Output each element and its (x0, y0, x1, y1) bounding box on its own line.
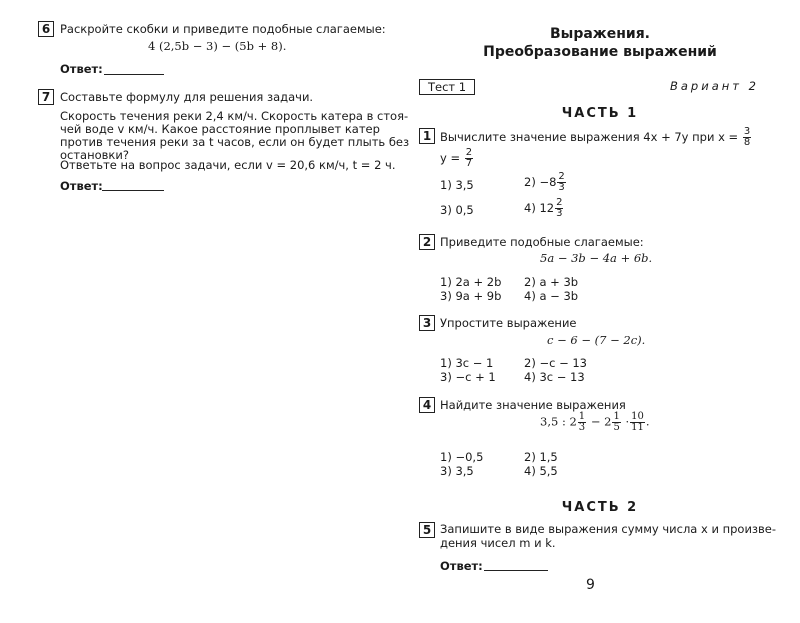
question-5-line1: Запишите в виде выражения сумму числа x и произве- (440, 522, 777, 536)
q4-expr-c: · (625, 414, 630, 429)
test-label: Тест 1 (419, 79, 475, 95)
question-5-answer-label: Ответ: (440, 559, 483, 573)
question-4-number: 4 (419, 397, 435, 413)
x-denominator: 8 (743, 137, 751, 148)
part-1-heading: ЧАСТЬ 1 (561, 106, 639, 121)
variant-label: Вариант 2 (670, 79, 759, 93)
question-3-expression: c − 6 − (7 − 2c). (547, 333, 646, 347)
question-5-answer-line[interactable] (484, 570, 548, 571)
q4-f2-numerator: 1 (613, 411, 620, 422)
question-1-y (440, 148, 474, 169)
question-1-text (440, 127, 752, 148)
question-3-number: 3 (419, 315, 435, 331)
question-3-text: Упростите выражение (440, 316, 577, 330)
question-6-text: Раскройте скобки и приведите подобные слагаемые: (60, 22, 386, 36)
question-6-number: 6 (38, 21, 54, 37)
question-7-line3: против течения реки за t часов, если он будет плыть без (60, 135, 410, 149)
q1-option-4-text: 4) 12 (524, 201, 555, 215)
q4-option-4[interactable]: 4) 5,5 (524, 464, 558, 478)
page-title-line1: Выражения. (549, 26, 651, 42)
question-4-expression (540, 412, 650, 433)
right-page (400, 0, 800, 623)
q4-f2-denominator: 5 (613, 422, 620, 433)
q3-option-3[interactable]: 3) −c + 1 (440, 370, 496, 384)
question-6-answer-label: Ответ: (60, 62, 103, 76)
q4-option-2[interactable]: 2) 1,5 (524, 450, 558, 464)
question-6-answer-line[interactable] (104, 74, 164, 75)
q1-option-2-numerator: 2 (558, 171, 565, 182)
page-title-line2: Преобразование выражений (483, 44, 717, 60)
question-1-number: 1 (419, 128, 435, 144)
q4-option-1[interactable]: 1) −0,5 (440, 450, 484, 464)
question-5-number: 5 (419, 522, 435, 538)
question-7-line2: чей воде v км/ч. Какое расстояние проплывет катер (60, 122, 380, 136)
x-fraction (743, 127, 751, 148)
question-1-text-a: Вычислите значение выражения 4x + 7y при x = (440, 130, 739, 144)
question-7-answer-line[interactable] (102, 190, 164, 191)
q2-option-1[interactable]: 1) 2a + 2b (440, 275, 502, 289)
part-2-heading: ЧАСТЬ 2 (561, 500, 639, 515)
question-7-text: Составьте формулу для решения задачи. (60, 90, 314, 104)
question-2-number: 2 (419, 234, 435, 250)
q1-option-4[interactable] (524, 198, 564, 219)
q1-option-4-numerator: 2 (556, 197, 563, 208)
q4-f1-denominator: 3 (578, 422, 586, 433)
question-7-line5: Ответьте на вопрос задачи, если v = 20,6 км/ч, t = 2 ч. (60, 158, 396, 172)
q4-expr-a: 3,5 : 2 (540, 414, 577, 429)
question-4-text: Найдите значение выражения (440, 398, 626, 412)
q2-option-2[interactable]: 2) a + 3b (524, 275, 579, 289)
y-numerator: 2 (465, 147, 473, 158)
question-1-text-b: y = (440, 151, 461, 165)
x-numerator: 3 (743, 126, 751, 137)
q3-option-4[interactable]: 4) 3c − 13 (524, 370, 585, 384)
q1-option-4-denominator: 3 (556, 208, 563, 219)
question-5-line2: дения чисел m и k. (440, 536, 556, 550)
q4-f1-numerator: 1 (578, 411, 586, 422)
page-number: 9 (586, 577, 595, 593)
q2-option-3[interactable]: 3) 9a + 9b (440, 289, 502, 303)
q1-option-3[interactable]: 3) 0,5 (440, 203, 474, 217)
q4-expr-b: − 2 (590, 414, 612, 429)
q4-f3-numerator: 10 (631, 411, 644, 422)
y-fraction (465, 148, 473, 169)
question-7-answer-label: Ответ: (60, 179, 103, 193)
q1-option-2-denominator: 3 (558, 182, 565, 193)
question-6-expression: 4 (2,5b − 3) − (5b + 8). (148, 39, 287, 53)
q1-option-2[interactable] (524, 172, 567, 193)
question-7-line1: Скорость течения реки 2,4 км/ч. Скорость катера в стоя- (60, 109, 409, 123)
q4-f3-denominator: 11 (631, 422, 644, 433)
q4-expr-d: . (645, 414, 650, 429)
question-2-text: Приведите подобные слагаемые: (440, 235, 644, 249)
question-7-number: 7 (38, 89, 54, 105)
question-2-expression: 5a − 3b − 4a + 6b. (540, 251, 653, 265)
y-denominator: 7 (465, 158, 473, 169)
q1-option-2-text: 2) −8 (524, 175, 557, 189)
q1-option-1[interactable]: 1) 3,5 (440, 178, 474, 192)
q4-option-3[interactable]: 3) 3,5 (440, 464, 474, 478)
question-7-line4: остановки? (60, 148, 129, 162)
q2-option-4[interactable]: 4) a − 3b (524, 289, 579, 303)
q3-option-1[interactable]: 1) 3c − 1 (440, 356, 494, 370)
q3-option-2[interactable]: 2) −c − 13 (524, 356, 587, 370)
